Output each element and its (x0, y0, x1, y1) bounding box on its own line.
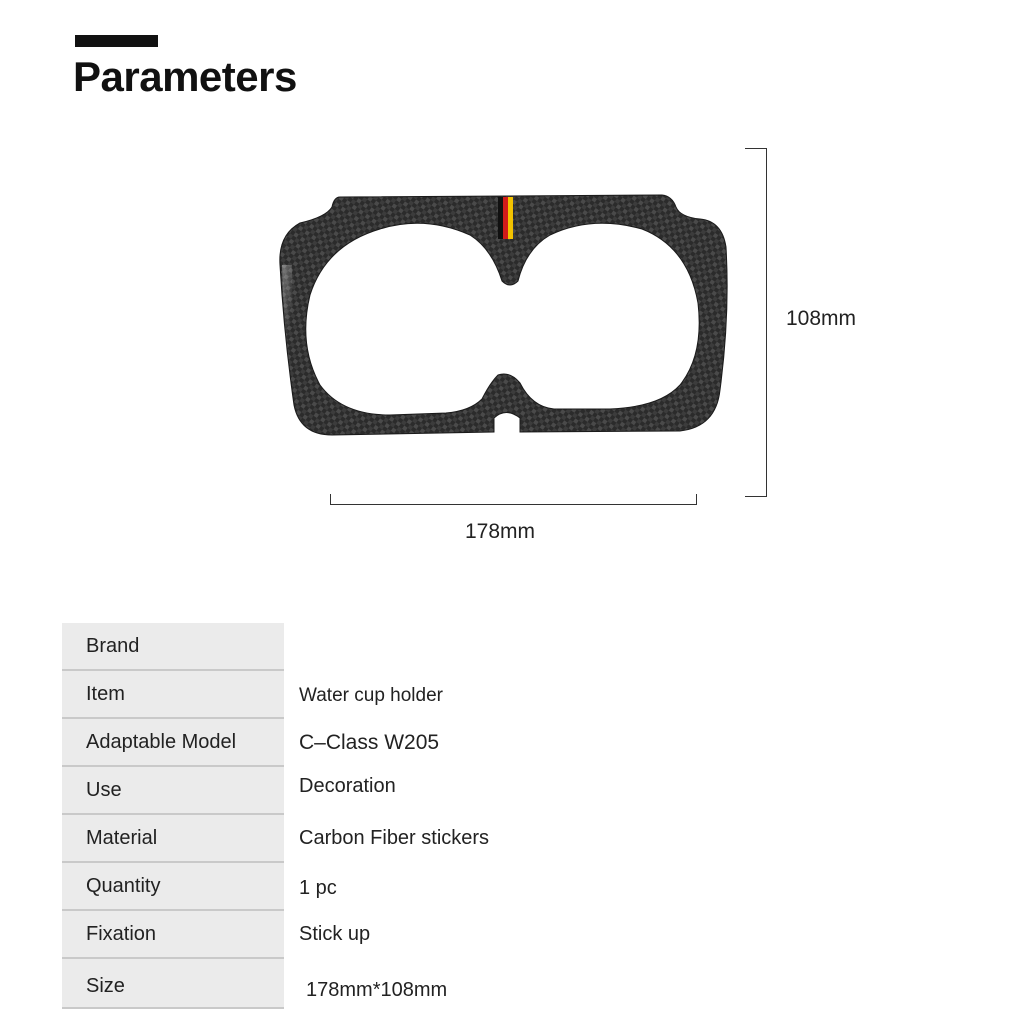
spec-row-quantity (62, 863, 662, 911)
spec-label: Fixation (86, 923, 157, 945)
spec-row-size (62, 959, 662, 1009)
height-dimension-label: 108mm (786, 307, 857, 330)
spec-value: 1 pc (299, 877, 337, 899)
spec-label-cell (62, 815, 284, 863)
spec-label: Item (86, 683, 125, 705)
cup-holder-product-image (270, 185, 740, 445)
spec-label: Material (86, 827, 158, 849)
spec-label: Adaptable Model (86, 731, 237, 753)
spec-label-cell (62, 623, 284, 671)
height-dimension-line (745, 148, 767, 497)
spec-row-brand (62, 623, 662, 671)
stripe-red (503, 197, 508, 239)
spec-row-adaptable-model (62, 719, 662, 767)
spec-label-cell (62, 671, 284, 719)
spec-value: Decoration (299, 775, 396, 797)
spec-value: Stick up (299, 923, 371, 945)
stripe-black (498, 197, 503, 239)
spec-value: Water cup holder (299, 685, 443, 706)
spec-row-use (62, 767, 662, 815)
spec-row-item (62, 671, 662, 719)
spec-label-cell (62, 959, 284, 1009)
spec-label: Use (86, 779, 122, 801)
page-title: Parameters (73, 53, 297, 100)
width-dimension-line (330, 494, 697, 505)
spec-value: 178mm*108mm (306, 979, 448, 1001)
spec-row-material (62, 815, 662, 863)
spec-value: Carbon Fiber stickers (299, 827, 490, 849)
title-accent-bar (75, 35, 158, 47)
spec-value: C–Class W205 (299, 731, 440, 754)
spec-label: Brand (86, 635, 140, 657)
stripe-yellow (508, 197, 513, 239)
spec-table (62, 623, 662, 1009)
spec-label-cell (62, 767, 284, 815)
spec-row-fixation (62, 911, 662, 959)
spec-label-cell (62, 863, 284, 911)
spec-label-cell (62, 911, 284, 959)
spec-label: Size (86, 975, 125, 997)
spec-label: Quantity (86, 875, 161, 897)
spec-label-cell (62, 719, 284, 767)
width-dimension-label: 178mm (465, 520, 536, 543)
